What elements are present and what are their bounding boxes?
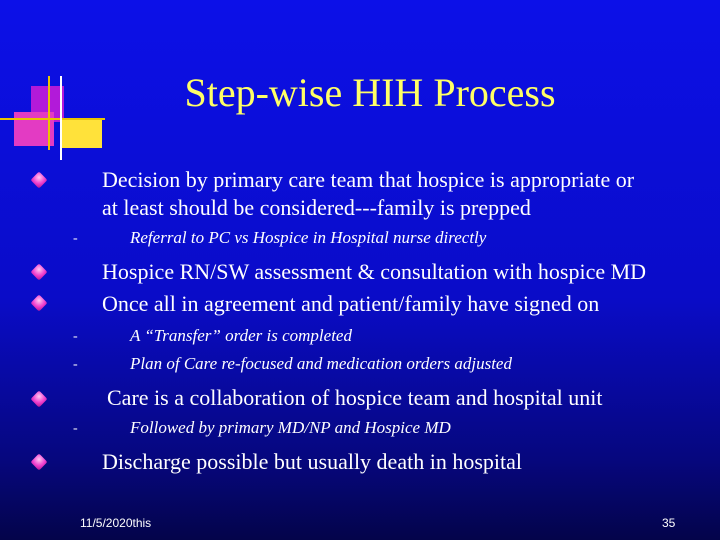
bullet-text: Once all in agreement and patient/family have signed on	[102, 291, 600, 316]
bullet-text-continued: at least should be considered---family is prepped	[102, 195, 531, 220]
dash-marker: -	[73, 329, 78, 344]
slide-title: Step-wise HIH Process	[184, 70, 556, 115]
bullet-marker-icon	[31, 264, 48, 281]
deco-vertical-line	[60, 76, 62, 160]
sub-bullet-text: Referral to PC vs Hospice in Hospital nurse directly	[130, 228, 487, 247]
bullet-marker-icon	[31, 172, 48, 189]
dash-marker: -	[73, 421, 78, 436]
bullet-text: Care is a collaboration of hospice team and hospital unit	[107, 385, 603, 410]
corner-decoration	[0, 0, 110, 160]
bullet-text: Decision by primary care team that hospice is appropriate or	[102, 167, 635, 192]
bullet-text: Discharge possible but usually death in hospital	[102, 449, 522, 474]
sub-bullet-text: Followed by primary MD/NP and Hospice MD	[130, 418, 451, 437]
bullet-marker-icon	[31, 454, 48, 471]
deco-yellow-block	[62, 120, 102, 148]
bullet-marker-icon	[31, 391, 48, 408]
deco-vertical-line-yellow	[48, 76, 50, 150]
bullet-text: Hospice RN/SW assessment & consultation with hospice MD	[102, 259, 647, 284]
deco-horizontal-line	[0, 118, 105, 120]
bullet-marker-icon	[31, 295, 48, 312]
page-number: 35	[662, 516, 676, 530]
dash-marker: -	[73, 231, 78, 246]
dash-marker: -	[73, 357, 78, 372]
footer-date: 11/5/2020this	[80, 516, 152, 530]
sub-bullet-text: Plan of Care re-focused and medication orders adjusted	[130, 354, 512, 373]
sub-bullet-text: A “Transfer” order is completed	[130, 326, 352, 345]
